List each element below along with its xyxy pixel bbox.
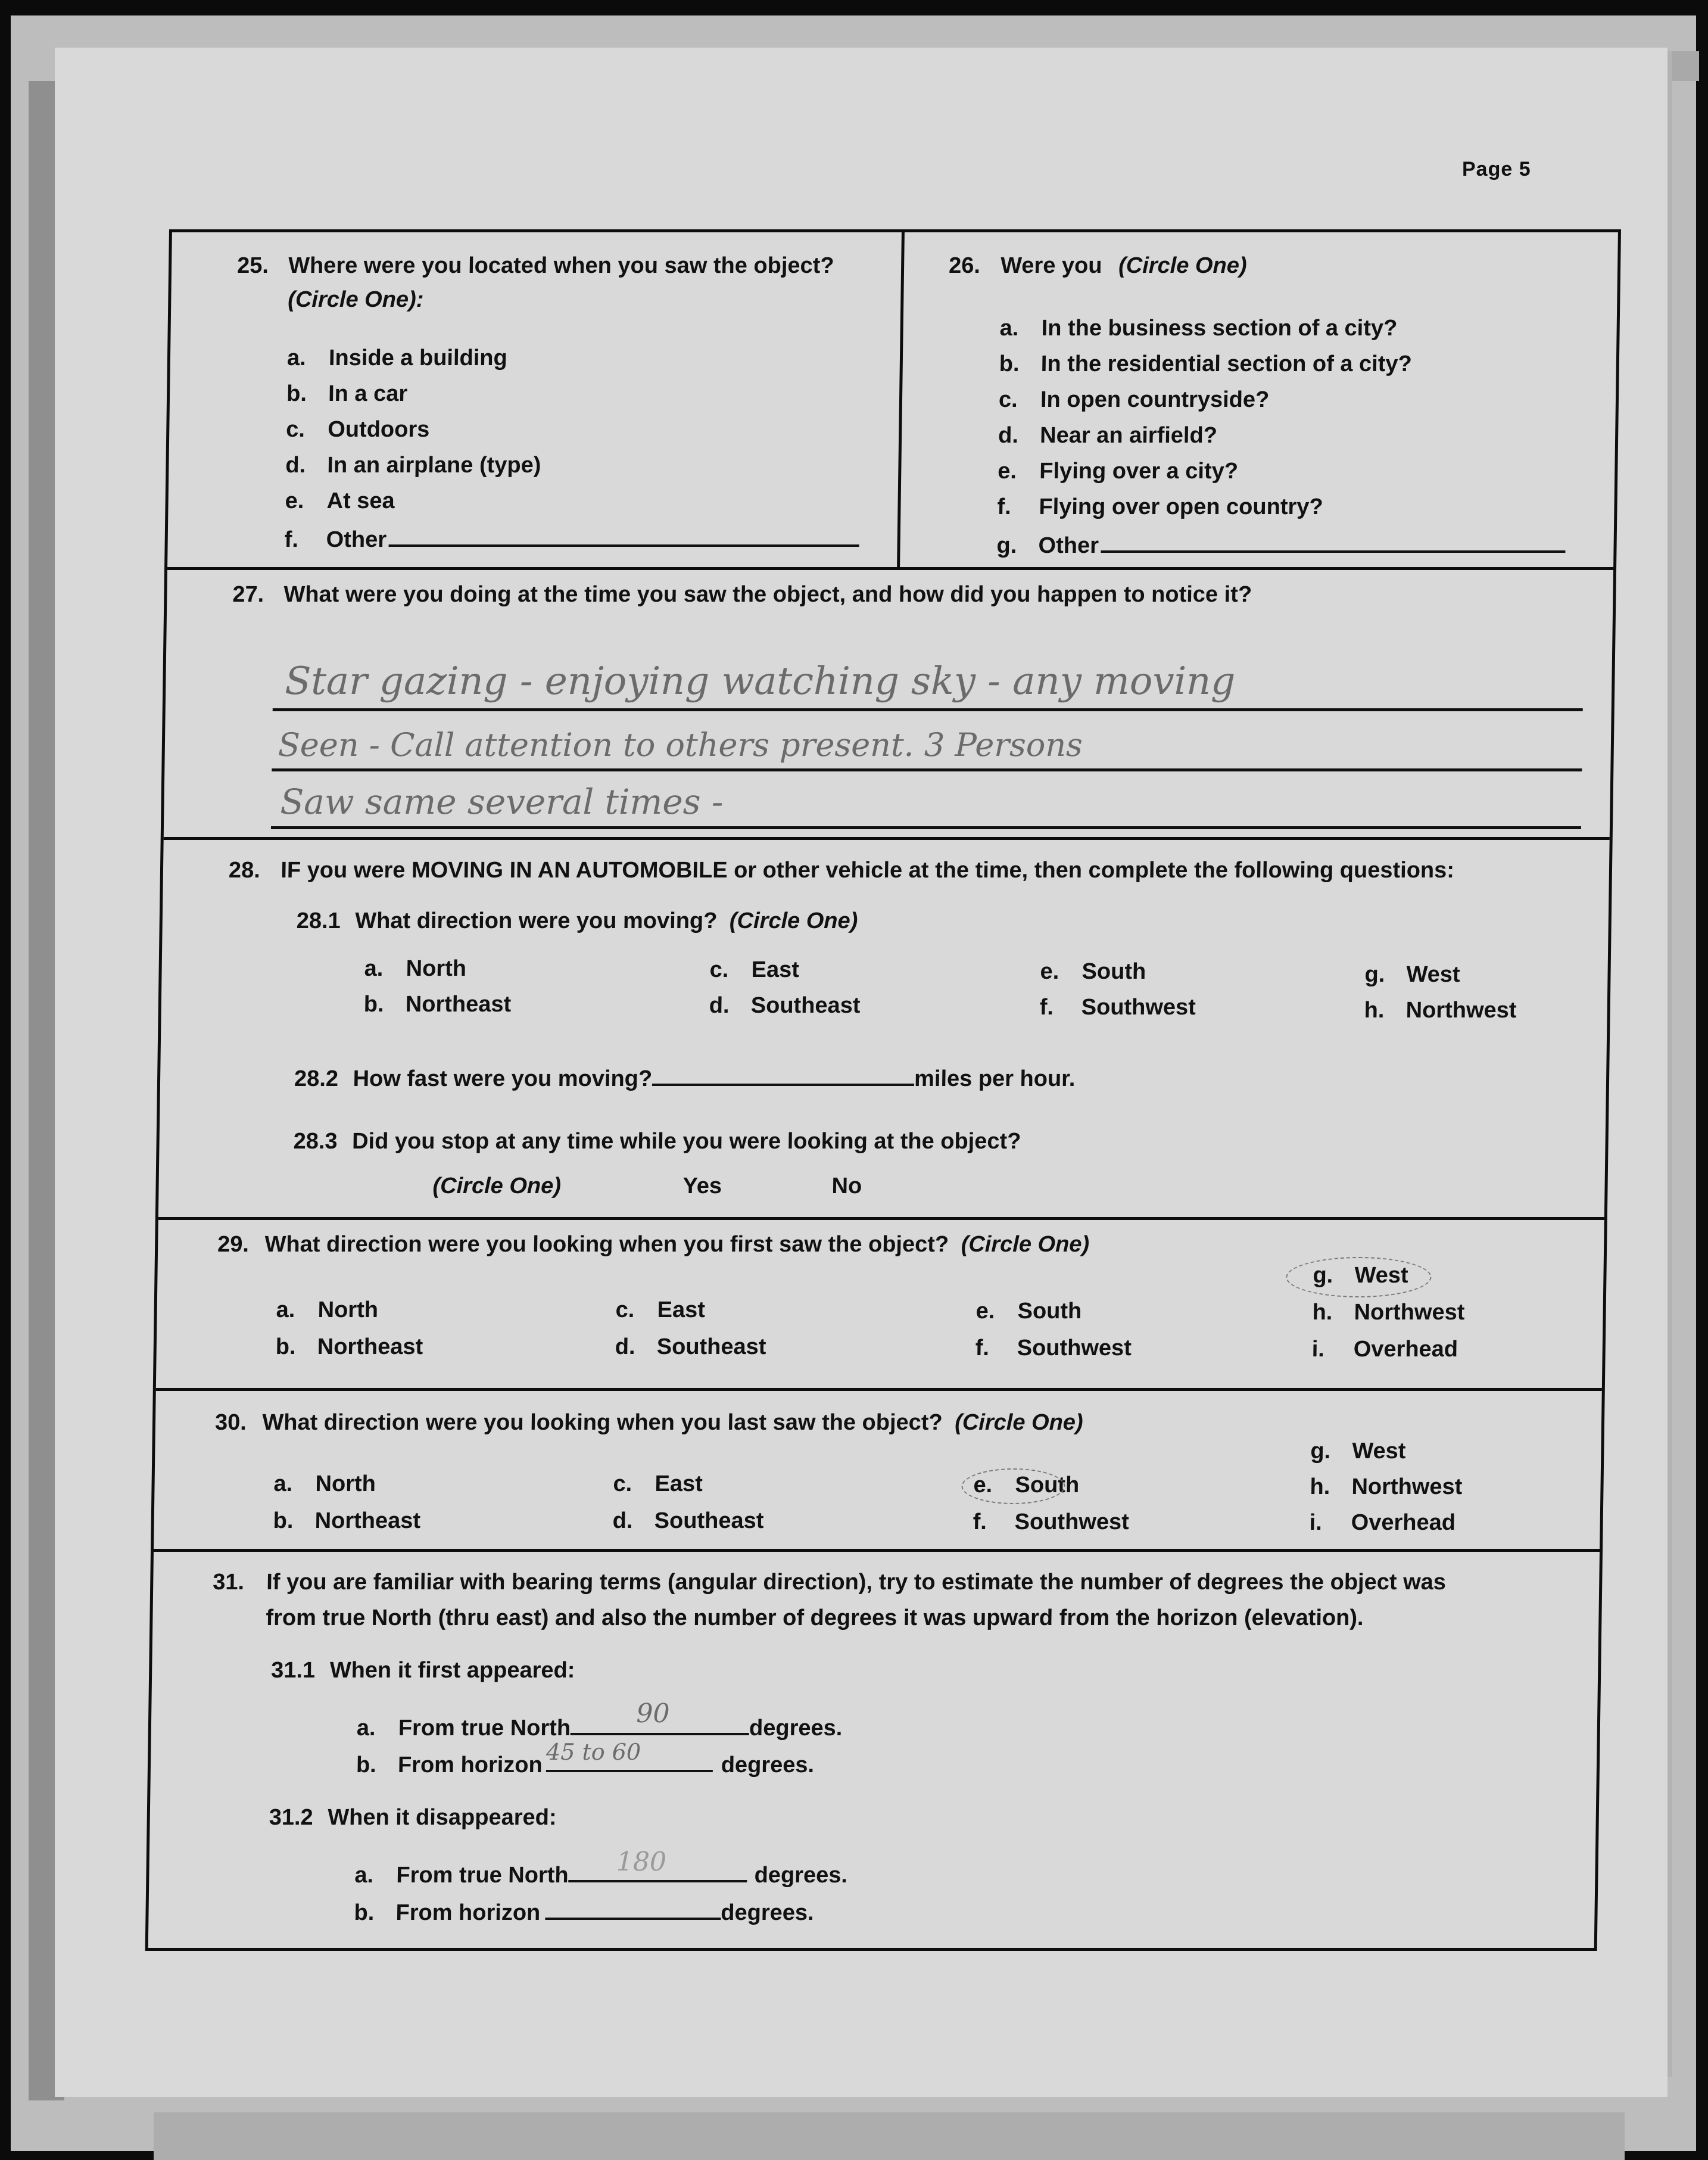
q27-question: What were you doing at the time you saw the object, and how did you happen to notice it? [283,582,1252,607]
q31-question-line-1: If you are familiar with bearing terms (angular direction), try to estimate the number of degrees the object was [266,1570,1447,1595]
q30-option-d[interactable]: d. Southeast [612,1508,764,1533]
q27-handwritten-line-3[interactable]: Saw same several times - [280,782,724,822]
q26-option-c[interactable]: c. In open countryside? [998,387,1270,412]
q28-1-option-d[interactable]: d. Southeast [709,993,861,1018]
q28-3-yes-option[interactable]: Yes [682,1174,722,1199]
q30-option-a[interactable]: a. North [273,1471,376,1496]
q30-option-b[interactable]: b. Northeast [273,1508,421,1533]
q26-option-a[interactable]: a. In the business section of a city? [999,316,1398,341]
q29-option-e[interactable]: e. South [975,1299,1082,1324]
section-q25-q26 [167,232,1618,570]
q25-option-e[interactable]: e. At sea [285,488,395,513]
q28-1-option-b[interactable]: b. Northeast [363,992,512,1017]
q25-option-a[interactable]: a. Inside a building [286,346,508,371]
q30-option-f[interactable]: f. Southwest [973,1509,1130,1535]
q27-answer-line-2 [272,768,1582,771]
q28-1-option-e[interactable]: e. South [1040,959,1146,984]
q26-number: 26. [948,253,981,278]
q30-option-c[interactable]: c. East [613,1471,703,1496]
q26-option-e[interactable]: e. Flying over a city? [998,459,1239,484]
q31-1-a-row: a. From true North 90 degrees. [356,1698,843,1741]
q30-option-g[interactable]: g. West [1310,1439,1406,1464]
q30-circled-answer-mark [961,1468,1065,1504]
q26-instruction: (Circle One) [1118,253,1247,278]
q29-option-i[interactable]: i. Overhead [1311,1337,1458,1362]
q28-3-question: 28.3 Did you stop at any time while you were looking at the object? [293,1129,1021,1154]
q28-3-no-option[interactable]: No [831,1174,862,1199]
q27-handwritten-line-1[interactable]: Star gazing - enjoying watching sky - any moving [284,659,1236,704]
q28-2-question: 28.2 How fast were you moving? miles per hour. [294,1063,1076,1092]
q28-1-option-c[interactable]: c. East [709,957,800,982]
q28-1-option-g[interactable]: g. West [1364,962,1460,987]
q28-1-option-f[interactable]: f. Southwest [1039,995,1196,1020]
q30-option-e[interactable]: e. South [973,1473,1080,1498]
q31-1-b-row: b. From horizon 45 to 60 degrees. [356,1739,815,1778]
q28-1-option-h[interactable]: h. Northwest [1364,998,1517,1023]
section-q28 [158,840,1610,1220]
q25-other-field[interactable] [389,524,860,547]
section-q27 [164,570,1613,840]
q27-answer-line-1 [273,708,1583,711]
section-q29 [156,1220,1604,1391]
q28-3-instruction: (Circle One) [432,1174,562,1199]
q30-question: 30. What direction were you looking when you last saw the object? (Circle One) [214,1410,1083,1435]
q26-option-f[interactable]: f. Flying over open country? [997,494,1323,519]
q28-2-speed-field[interactable] [652,1063,915,1086]
q31-2-b-row: b. From horizon degrees. [354,1897,814,1926]
q30-option-i[interactable]: i. Overhead [1309,1510,1456,1535]
q28-question: 28. IF you were MOVING IN AN AUTOMOBILE or other vehicle at the time, then complete the following questions: [228,858,1455,883]
q26-question: Were you [1000,253,1102,278]
q31-2-a-row: a. From true North 180 degrees. [354,1847,848,1888]
q28-1-question: 28.1 What direction were you moving? (Circle One) [296,908,858,933]
q25-option-b[interactable]: b. In a car [286,381,408,406]
frame-shadow-bottom [154,2112,1625,2160]
page-number: Page 5 [1462,158,1531,180]
q29-option-g[interactable]: g. West [1313,1263,1408,1288]
q29-option-h[interactable]: h. Northwest [1312,1300,1465,1325]
q31-1-heading: 31.1 When it first appeared: [270,1658,575,1683]
column-divider [897,232,905,567]
section-q30 [154,1391,1602,1552]
q26-other-field[interactable] [1101,530,1566,553]
q25-option-d[interactable]: d. In an airplane (type) [285,453,541,478]
q31-1-horizon-field[interactable]: 45 to 60 [546,1750,713,1772]
q31-2-horizon-field[interactable] [545,1897,721,1920]
q29-option-a[interactable]: a. North [276,1297,379,1322]
q26-option-b[interactable]: b. In the residential section of a city? [999,351,1413,376]
q29-option-c[interactable]: c. East [615,1297,706,1322]
q27-handwritten-line-2[interactable]: Seen - Call attention to others present. 3 Persons [278,726,1083,764]
q27-number: 27. [232,582,264,607]
questionnaire-form [145,229,1621,1951]
q25-option-f[interactable]: f. Other [284,524,859,553]
q31-number: 31. [212,1570,245,1595]
q26-option-d[interactable]: d. Near an airfield? [998,423,1218,448]
q31-1-true-north-field[interactable]: 90 [571,1713,750,1735]
q31-2-heading: 31.2 When it disappeared: [269,1805,557,1830]
section-q31 [148,1552,1600,1945]
q29-question: 29. What direction were you looking when you first saw the object? (Circle One) [217,1232,1090,1257]
q25-option-c[interactable]: c. Outdoors [286,417,430,442]
q28-1-option-a[interactable]: a. North [364,956,467,981]
q26-option-g[interactable]: g. Other [996,530,1566,559]
q29-option-d[interactable]: d. Southeast [615,1334,766,1359]
q31-2-true-north-field[interactable]: 180 [568,1860,747,1882]
q25-number: 25. [236,253,269,278]
q27-answer-line-3 [271,826,1581,829]
q29-circled-answer-mark [1286,1257,1432,1297]
q25-instruction: (Circle One): [288,287,424,312]
q25-question: Where were you located when you saw the object? [288,253,834,278]
q30-option-h[interactable]: h. Northwest [1310,1474,1463,1499]
q29-option-f[interactable]: f. Southwest [975,1336,1132,1361]
q29-option-b[interactable]: b. Northeast [275,1334,423,1359]
q31-question-line-2: from true North (thru east) and also the number of degrees it was upward from the horizon (elevation). [266,1605,1364,1630]
